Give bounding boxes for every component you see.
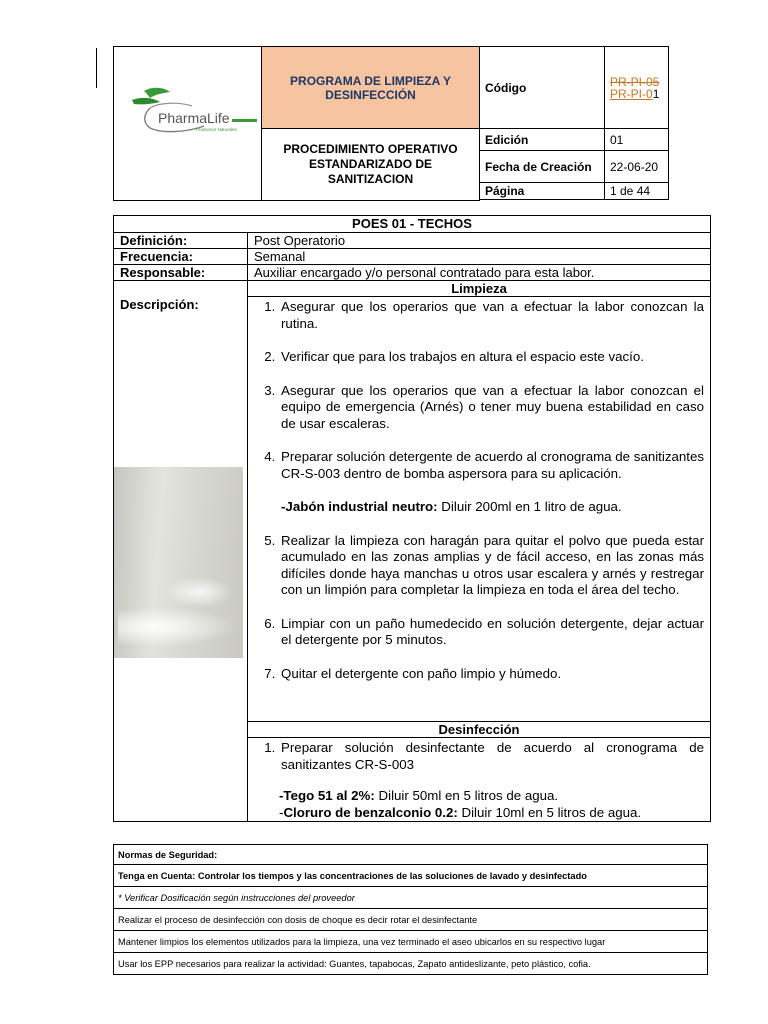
description-label: Descripción: bbox=[120, 297, 199, 312]
cloruro-prefix: - bbox=[279, 804, 284, 820]
soap-note bbox=[281, 499, 704, 516]
frequency-value: Semanal bbox=[248, 249, 711, 265]
cloruro-note bbox=[254, 805, 704, 822]
code-new-suffix: 1 bbox=[652, 86, 660, 101]
safety-norms-table bbox=[113, 844, 708, 975]
logo-tagline: Productos Naturales bbox=[196, 127, 237, 132]
disinfection-steps-list bbox=[254, 740, 704, 773]
logo-text: PharmaLife bbox=[158, 110, 230, 126]
cleaning-step: 7. Quitar el detergente con paño limpio y húmedo. bbox=[279, 666, 704, 683]
disinfection-heading: Desinfección bbox=[248, 722, 711, 738]
cloruro-label: Cloruro de benzalconio 0.2: bbox=[283, 804, 458, 820]
code-values bbox=[605, 47, 669, 129]
code-label: Código bbox=[480, 47, 605, 129]
cleaning-steps-cell bbox=[248, 297, 711, 722]
program-title: PROGRAMA DE LIMPIEZA Y DESINFECCIÓN bbox=[262, 47, 480, 129]
cleaning-step: 2. Verificar que para los trabajos en altura el espacio este vacío. bbox=[279, 349, 704, 366]
created-label: Fecha de Creación bbox=[480, 151, 605, 183]
tego-label: -Tego 51 al 2%: bbox=[279, 788, 375, 803]
safety-note: * Verificar Dosificación según instrucciones del proveedor bbox=[114, 887, 708, 909]
tego-note bbox=[254, 788, 704, 805]
edition-label: Edición bbox=[480, 129, 605, 151]
code-old: PR-PI-05 bbox=[610, 74, 660, 89]
soap-text: Diluir 200ml en 1 litro de agua. bbox=[437, 499, 622, 514]
page-value: 1 de 44 bbox=[605, 183, 669, 200]
poes-table bbox=[113, 215, 711, 822]
frequency-label: Frecuencia: bbox=[114, 249, 248, 265]
margin-line bbox=[96, 48, 97, 88]
cleaning-step: 5. Realizar la limpieza con haragán para quitar el polvo que pueda estar acumulado en las zonas amplias y de fácil acceso, en las zonas más difíciles donde haya manchas u otros usar escalera y arnés y restregar con un limpión para completar la limpieza en toda el área del techo. bbox=[279, 533, 704, 599]
definition-label: Definición: bbox=[114, 233, 248, 249]
cleaning-step: 3. Asegurar que los operarios que van a efectuar la labor conozcan el equipo de emergencia (Arnés) o tener muy buena estabilidad en caso de usar escaleras. bbox=[279, 383, 704, 433]
created-value: 22-06-20 bbox=[605, 151, 669, 183]
soap-label: -Jabón industrial neutro: bbox=[281, 499, 438, 514]
tego-text: Diluir 50ml en 5 litros de agua. bbox=[374, 788, 559, 803]
cleaning-heading: Limpieza bbox=[248, 281, 711, 297]
edition-value: 01 bbox=[605, 129, 669, 151]
safety-rule: Mantener limpios los elementos utilizados para la limpieza, una vez terminado el aseo ubicarlos en su respectivo lugar bbox=[114, 931, 708, 953]
logo-cell bbox=[114, 47, 262, 201]
safety-rule: Usar los EPP necesarios para realizar la actividad: Guantes, tapabocas, Zapato antideslizante, peto plástico, cofia. bbox=[114, 953, 708, 975]
pharmalife-logo bbox=[120, 86, 256, 134]
cloruro-text: Diluir 10ml en 5 litros de agua. bbox=[457, 804, 642, 820]
procedure-title: PROCEDIMIENTO OPERATIVO ESTANDARIZADO DE SANITIZACION bbox=[262, 129, 480, 201]
ceiling-photo bbox=[114, 467, 243, 658]
responsible-value: Auxiliar encargado y/o personal contratado para esta labor. bbox=[248, 265, 711, 281]
document-header bbox=[113, 46, 669, 201]
description-cell bbox=[114, 281, 248, 822]
disinfection-steps-cell bbox=[248, 738, 711, 822]
responsible-label: Responsable: bbox=[114, 265, 248, 281]
cleaning-step: 4. Preparar solución detergente de acuerdo al cronograma de sanitizantes CR-S-003 dentro de bomba aspersora para su aplicación. bbox=[279, 449, 704, 482]
safety-tip: Tenga en Cuenta: Controlar los tiempos y las concentraciones de las soluciones de lavado y desinfectado bbox=[114, 865, 708, 887]
code-new: PR-PI-0 bbox=[610, 86, 653, 101]
cleaning-steps-list bbox=[254, 299, 704, 682]
cleaning-step: 6. Limpiar con un paño humedecido en solución detergente, dejar actuar el detergente por 5 minutos. bbox=[279, 616, 704, 649]
poes-title: POES 01 - TECHOS bbox=[114, 216, 711, 233]
page-label: Página bbox=[480, 183, 605, 200]
definition-value: Post Operatorio bbox=[248, 233, 711, 249]
safety-heading: Normas de Seguridad: bbox=[114, 845, 708, 865]
disinfection-step: 1. Preparar solución desinfectante de acuerdo al cronograma de sanitizantes CR-S-003 bbox=[279, 740, 704, 773]
safety-rule: Realizar el proceso de desinfección con dosis de choque es decir rotar el desinfectante bbox=[114, 909, 708, 931]
cleaning-step: 1. Asegurar que los operarios que van a efectuar la labor conozcan la rutina. bbox=[279, 299, 704, 332]
